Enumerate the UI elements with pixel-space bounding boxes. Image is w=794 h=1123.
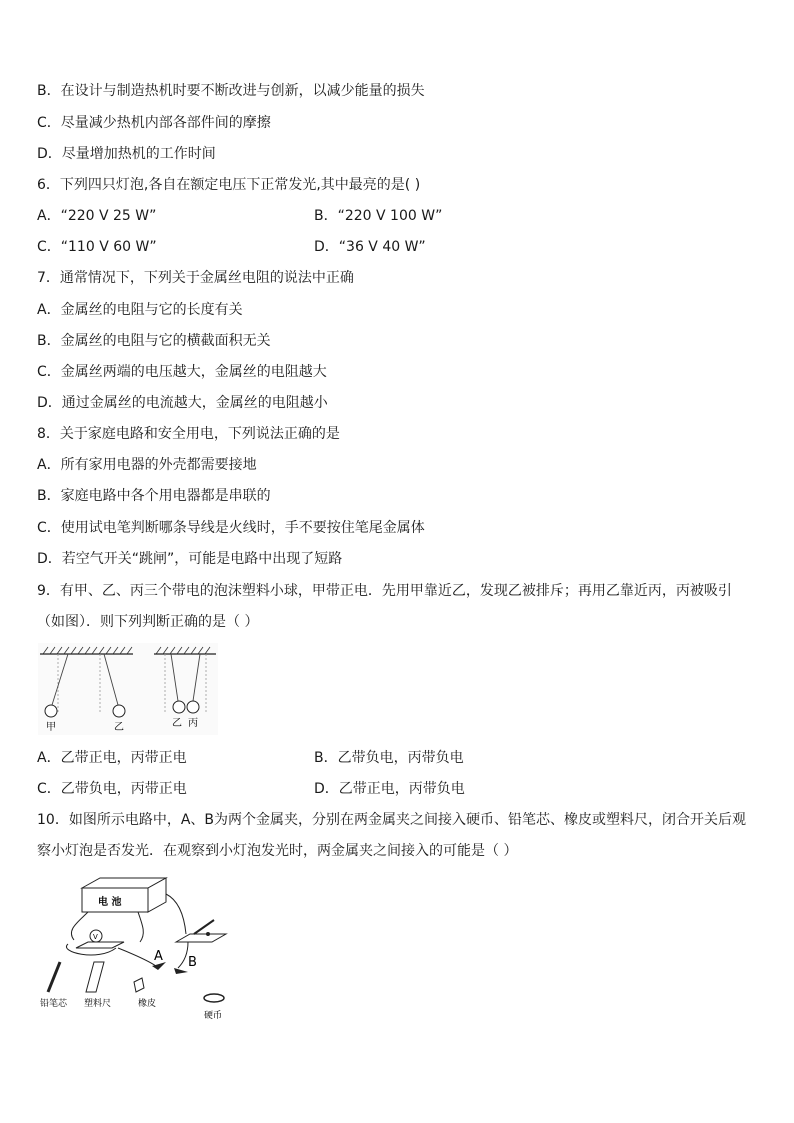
q9-figure: [38, 643, 218, 739]
plastic-ruler: [86, 962, 104, 992]
q9-stem: 9．有甲、乙、丙三个带电的泡沫塑料小球，甲带正电．先用甲靠近乙，发现乙被排斥；再用乙靠近丙，丙被吸引（如图）．则下列判断正确的是（ ）: [37, 583, 732, 630]
ruler-label: 塑料尺: [84, 999, 112, 1009]
ball-yi-label-right: 乙: [172, 718, 182, 729]
eraser-label: 橡皮: [138, 999, 157, 1009]
q9-option-d: D．乙带正电，丙带负电: [314, 781, 465, 797]
coin-label: 硬币: [204, 1011, 223, 1021]
q7-option-c: C．金属丝两端的电压越大，金属丝的电阻越大: [37, 364, 327, 380]
ball-bing-label: 丙: [188, 718, 198, 729]
ball-jia-label: 甲: [46, 722, 56, 733]
q8-option-b: B．家庭电路中各个用电器都是串联的: [37, 488, 271, 504]
q9-option-a: A．乙带正电，丙带正电: [37, 750, 187, 766]
q7-option-b: B．金属丝的电阻与它的横截面积无关: [37, 333, 271, 349]
q6-stem: 6．下列四只灯泡,各自在额定电压下正常发光,其中最亮的是( ): [37, 177, 421, 193]
q10-figure: [38, 874, 238, 1026]
q6-option-a: A．“220 V 25 W”: [37, 208, 157, 224]
coin: [204, 994, 224, 1002]
q8-option-c: C．使用试电笔判断哪条导线是火线时，手不要按住笔尾金属体: [37, 520, 425, 536]
bulb-label: V: [93, 933, 98, 941]
q9-option-b: B．乙带负电，丙带负电: [314, 750, 464, 766]
q6-option-b: B．“220 V 100 W”: [314, 208, 443, 224]
q5-option-d: D．尽量增加热机的工作时间: [37, 146, 216, 162]
q6-option-d: D．“36 V 40 W”: [314, 239, 426, 255]
clip-a-label: A: [154, 949, 163, 964]
pencil-lead: [48, 962, 60, 992]
q8-stem: 8．关于家庭电路和安全用电，下列说法正确的是: [37, 426, 340, 442]
pencil-label: 铅笔芯: [40, 999, 68, 1009]
clip-b-label: B: [188, 955, 197, 970]
battery-label: 电 池: [98, 897, 122, 908]
eraser: [134, 978, 144, 992]
q5-option-b: B．在设计与制造热机时要不断改进与创新，以减少能量的损失: [37, 83, 425, 99]
ball-yi-label: 乙: [114, 722, 124, 733]
q6-option-c: C．“110 V 60 W”: [37, 239, 157, 255]
q5-option-c: C．尽量减少热机内部各部件间的摩擦: [37, 115, 271, 131]
q9-option-c: C．乙带负电，丙带正电: [37, 781, 187, 797]
q7-stem: 7．通常情况下，下列关于金属丝电阻的说法中正确: [37, 270, 354, 286]
switch-lever: [194, 920, 214, 934]
q7-option-d: D．通过金属丝的电流越大，金属丝的电阻越小: [37, 395, 328, 411]
q8-option-a: A．所有家用电器的外壳都需要接地: [37, 457, 257, 473]
q7-option-a: A．金属丝的电阻与它的长度有关: [37, 302, 243, 318]
q8-option-d: D．若空气开关“跳闸”，可能是电路中出现了短路: [37, 551, 343, 567]
q10-stem: 10．如图所示电路中，A、B为两个金属夹，分别在两金属夹之间接入硬币、铅笔芯、橡皮或塑料尺，闭合开关后观察小灯泡是否发光．在观察到小灯泡发光时，两金属夹之间接入的可能是（ ）: [37, 812, 746, 859]
